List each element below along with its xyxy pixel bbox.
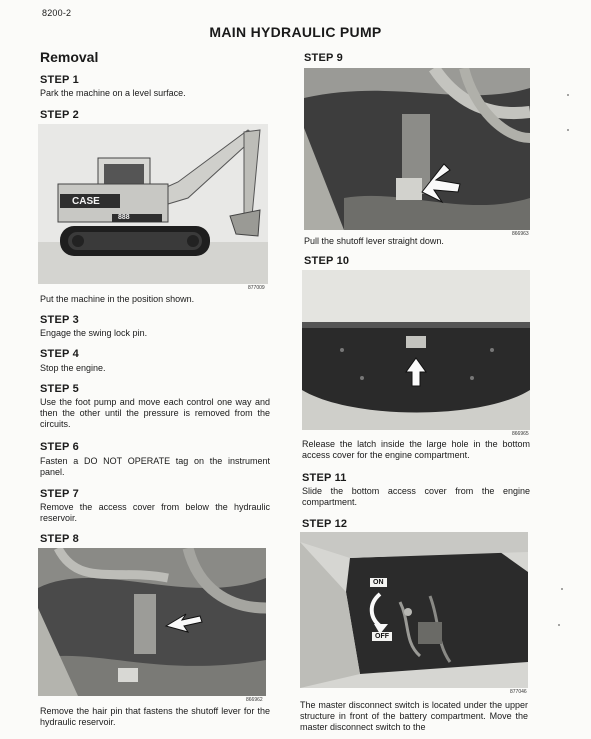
step10-caption: Release the latch inside the large hole in the bottom access cover for the engine compartment. xyxy=(302,439,530,460)
shutoff-lever-photo xyxy=(304,68,530,230)
step2-photo-label: 877009 xyxy=(248,285,265,291)
step2-heading: STEP 2 xyxy=(40,109,79,121)
step10-photo-label: 866965 xyxy=(512,431,529,437)
step12-heading: STEP 12 xyxy=(302,518,348,530)
hair-pin-photo xyxy=(38,548,266,696)
shutoff-lever-illustration xyxy=(304,68,530,230)
master-switch-illustration xyxy=(300,532,528,688)
step3-text: Engage the swing lock pin. xyxy=(40,328,148,338)
step6-text: Fasten a DO NOT OPERATE tag on the instrument panel. xyxy=(40,456,270,477)
margin-speck xyxy=(567,129,569,131)
step3-heading: STEP 3 xyxy=(40,314,79,326)
step7-heading: STEP 7 xyxy=(40,488,79,500)
step10-heading: STEP 10 xyxy=(304,255,350,267)
margin-speck xyxy=(558,624,560,626)
step12-photo-label: 877046 xyxy=(510,689,527,695)
hair-pin-illustration xyxy=(38,548,266,696)
step9-heading: STEP 9 xyxy=(304,52,343,64)
step2-caption: Put the machine in the position shown. xyxy=(40,294,195,304)
step4-text: Stop the engine. xyxy=(40,363,106,373)
step9-caption: Pull the shutoff lever straight down. xyxy=(304,236,444,246)
step8-caption: Remove the hair pin that fastens the shutoff lever for the hydraulic reservoir. xyxy=(40,706,270,727)
step4-heading: STEP 4 xyxy=(40,348,79,360)
step7-text: Remove the access cover from below the hydraulic reservoir. xyxy=(40,502,270,523)
step1-text: Park the machine on a level surface. xyxy=(40,88,186,98)
section-title: Removal xyxy=(40,49,99,65)
access-cover-illustration xyxy=(302,270,530,430)
switch-on-label: ON xyxy=(370,578,387,587)
master-switch-photo xyxy=(300,532,528,688)
decal-model: 888 xyxy=(118,214,130,221)
margin-speck xyxy=(561,588,563,590)
step8-heading: STEP 8 xyxy=(40,533,79,545)
step5-text: Use the foot pump and move each control one way and then the other until the pressure is removed from the circuits. xyxy=(40,397,270,429)
access-cover-photo xyxy=(302,270,530,430)
page-title: MAIN HYDRAULIC PUMP xyxy=(209,24,382,40)
page-number: 8200-2 xyxy=(42,8,72,18)
switch-off-label: OFF xyxy=(372,632,392,641)
excavator-photo xyxy=(38,124,268,284)
decal-brand: CASE xyxy=(72,196,100,207)
step1-heading: STEP 1 xyxy=(40,74,79,86)
step11-heading: STEP 11 xyxy=(302,472,347,484)
step8-photo-label: 866962 xyxy=(246,697,263,703)
step5-heading: STEP 5 xyxy=(40,383,79,395)
step9-photo-label: 866963 xyxy=(512,231,529,237)
margin-speck xyxy=(567,94,569,96)
step12-caption: The master disconnect switch is located under the upper structure in front of the battery compartment. Move the master disconnect switch to the xyxy=(300,700,528,732)
step11-text: Slide the bottom access cover from the engine compartment. xyxy=(302,486,530,507)
step6-heading: STEP 6 xyxy=(40,441,79,453)
